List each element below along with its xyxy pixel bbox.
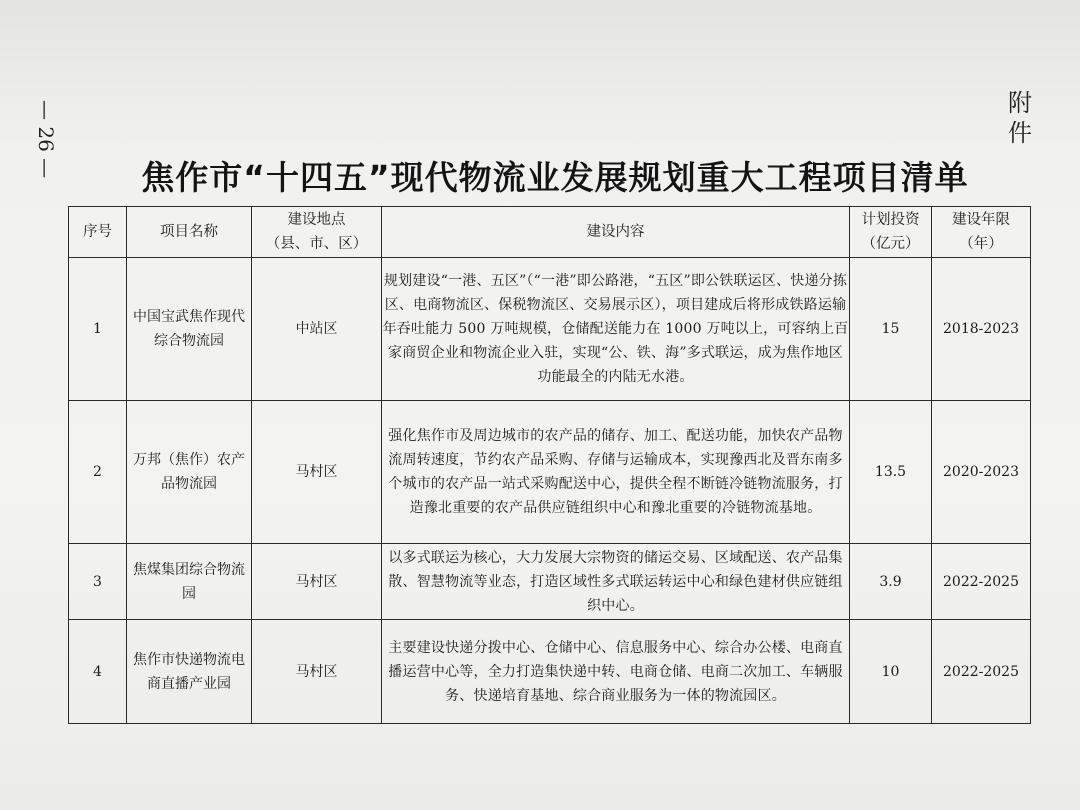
cell-no: 3 [69,544,127,620]
table-row [69,620,1031,724]
cell-no: 4 [69,620,127,724]
cell-name: 万邦（焦作）农产品物流园 [127,401,252,544]
cell-investment: 13.5 [850,401,932,544]
cell-name: 焦作市快递物流电商直播产业园 [127,620,252,724]
cell-investment: 10 [850,620,932,724]
cell-content: 强化焦作市及周边城市的农产品的储存、加工、配送功能，加快农产品物流周转速度，节约农产品采购、存储与运输成本，实现豫西北及晋东南多个城市的农产品一站式采购配送中心，提供全程不断链冷链物流服务，打造豫北重要的农产品供应链组织中心和豫北重要的冷链物流基地。 [382,401,850,544]
table-header-row [69,207,1031,258]
cell-location: 马村区 [252,620,382,724]
header-investment-line1: 计划投资 [861,212,920,228]
header-period-line1: 建设年限 [952,212,1010,228]
project-table [68,206,1031,724]
cell-location: 中站区 [252,258,382,401]
cell-period: 2020-2023 [932,401,1031,544]
header-location-line1: 建设地点 [287,212,346,228]
cell-period: 2022-2025 [932,544,1031,620]
header-name: 项目名称 [127,207,252,258]
header-period-line2: （年） [959,236,1003,252]
attachment-char-1: 附 [1008,89,1032,117]
header-investment-line2: （亿元） [861,236,920,252]
attachment-char-2: 件 [1008,119,1032,147]
header-location-line2: （县、市、区） [265,236,368,252]
table-row [69,544,1031,620]
header-period [932,207,1031,258]
cell-period: 2022-2025 [932,620,1031,724]
cell-no: 2 [69,401,127,544]
cell-location: 马村区 [252,544,382,620]
attachment-label [1000,88,1040,148]
header-content: 建设内容 [382,207,850,258]
cell-content: 主要建设快递分拨中心、仓储中心、信息服务中心、综合办公楼、电商直播运营中心等，全力打造集快递中转、电商仓储、电商二次加工、车辆服务、快递培育基地、综合商业服务为一体的物流园区。 [382,620,850,724]
table-row [69,401,1031,544]
cell-investment: 15 [850,258,932,401]
cell-location: 马村区 [252,401,382,544]
cell-content: 规划建设“一港、五区”（“一港”即公路港，“五区”即公铁联运区、快递分拣区、电商物流区、保税物流区、交易展示区），项目建成后将形成铁路运输年吞吐能力 500 万吨规模，仓储配送能力在 1000 万吨以上，可容纳上百家商贸企业和物流企业入驻，实现“公、铁、海”多式联运，成为焦作地区功能最全的内陆无水港。 [382,258,850,401]
table-row [69,258,1031,401]
cell-investment: 3.9 [850,544,932,620]
header-investment [850,207,932,258]
header-no: 序号 [69,207,127,258]
page-number: — 26 — [34,100,58,179]
cell-content: 以多式联运为核心，大力发展大宗物资的储运交易、区域配送、农产品集散、智慧物流等业态，打造区域性多式联运转运中心和绿色建材供应链组织中心。 [382,544,850,620]
document-title: 焦作市“十四五”现代物流业发展规划重大工程项目清单 [141,158,969,197]
cell-name: 中国宝武焦作现代综合物流园 [127,258,252,401]
cell-name: 焦煤集团综合物流园 [127,544,252,620]
cell-period: 2018-2023 [932,258,1031,401]
cell-no: 1 [69,258,127,401]
header-location [252,207,382,258]
